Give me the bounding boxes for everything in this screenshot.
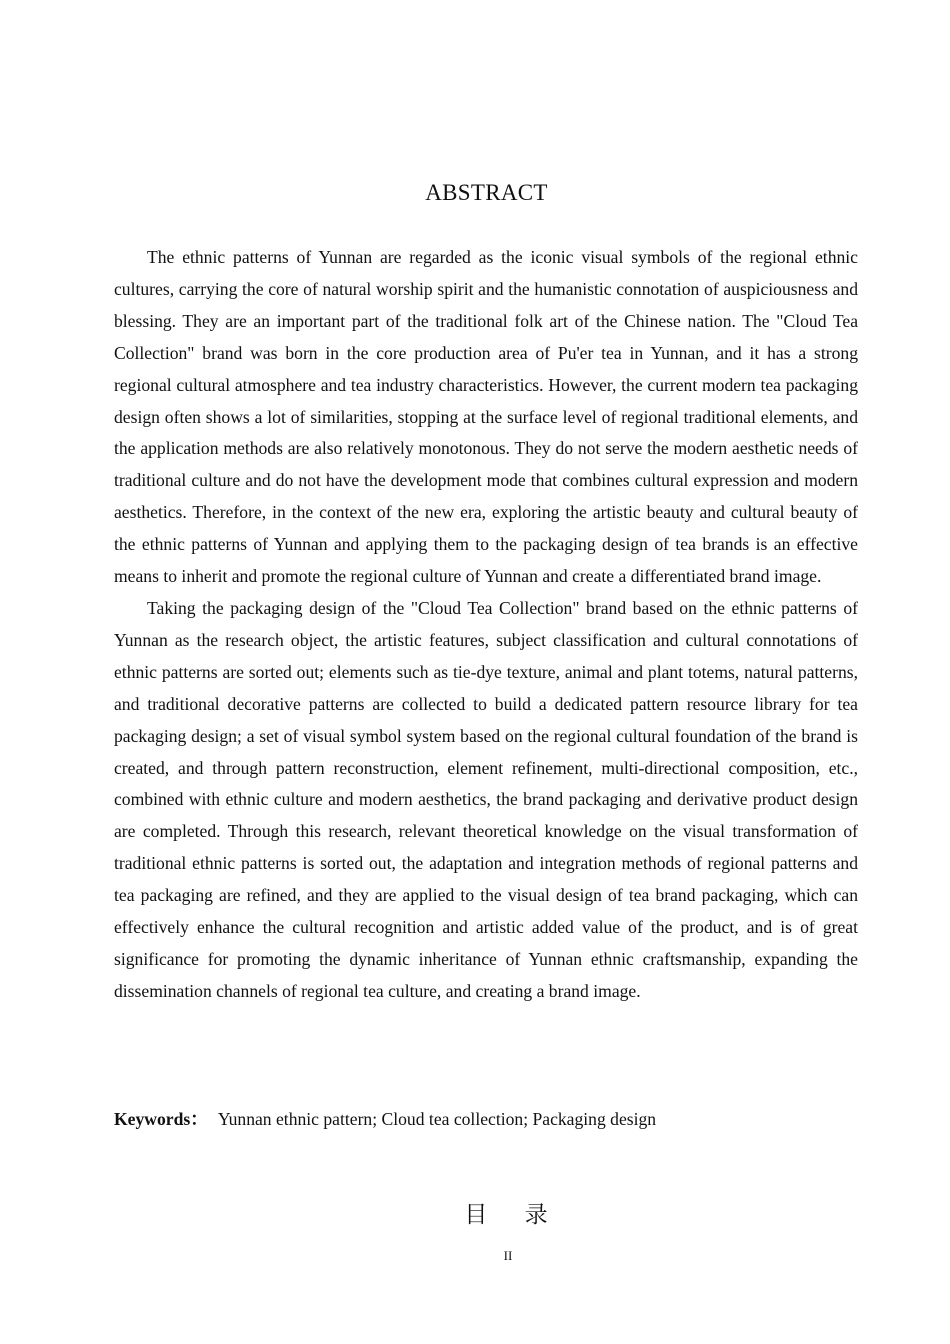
abstract-paragraph-1: The ethnic patterns of Yunnan are regarded as the iconic visual symbols of the regional ethnic cultures, carrying the core of natural worship spirit and the humanistic connotation of auspiciousness and blessing. They are an important part of the traditional folk art of the Chinese nation. The "Cloud Tea Collection" brand was born in the core production area of Pu'er tea in Yunnan, and it has a strong regional cultural atmosphere and tea industry characteristics. However, the current modern tea packaging design often shows a lot of similarities, stopping at the surface level of regional traditional elements, and the application methods are also relatively monotonous. They do not serve the modern aesthetic needs of traditional culture and do not have the development mode that combines cultural expression and modern aesthetics. Therefore, in the context of the new era, exploring the artistic beauty and cultural beauty of the ethnic patterns of Yunnan and applying them to the packaging design of tea brands is an effective means to inherit and promote the regional culture of Yunnan and create a differentiated brand image. bbox=[114, 247, 858, 587]
abstract-body bbox=[114, 242, 858, 1008]
keywords-line bbox=[114, 1105, 874, 1133]
keywords-list: Yunnan ethnic pattern; Cloud tea collection; Packaging design bbox=[217, 1109, 657, 1129]
table-of-contents-title: 目 录 bbox=[464, 1202, 548, 1228]
abstract-title: ABSTRACT bbox=[425, 180, 548, 205]
abstract-paragraph-2: Taking the packaging design of the "Cloud Tea Collection" brand based on the ethnic patterns of Yunnan as the research object, the artistic features, subject classification and cultural connotations of ethnic patterns are sorted out; elements such as tie-dye texture, animal and plant totems, natural patterns, and traditional decorative patterns are collected to build a dedicated pattern resource library for tea packaging design; a set of visual symbol system based on the regional cultural foundation of the brand is created, and through pattern reconstruction, element refinement, multi-directional composition, etc., combined with ethnic culture and modern aesthetics, the brand packaging and derivative product design are completed. Through this research, relevant theoretical knowledge on the visual transformation of traditional ethnic patterns is sorted out, the adaptation and integration methods of regional patterns and tea packaging are refined, and they are applied to the visual design of tea brand packaging, which can effectively enhance the cultural recognition and artistic added value of the product, and is of great significance for promoting the dynamic inheritance of Yunnan ethnic craftsmanship, expanding the dissemination channels of regional tea culture, and creating a brand image. bbox=[114, 597, 858, 1001]
keywords-label: Keywords bbox=[114, 1109, 191, 1129]
keywords-separator: ： bbox=[190, 1109, 208, 1129]
page-number: II bbox=[503, 1248, 513, 1263]
